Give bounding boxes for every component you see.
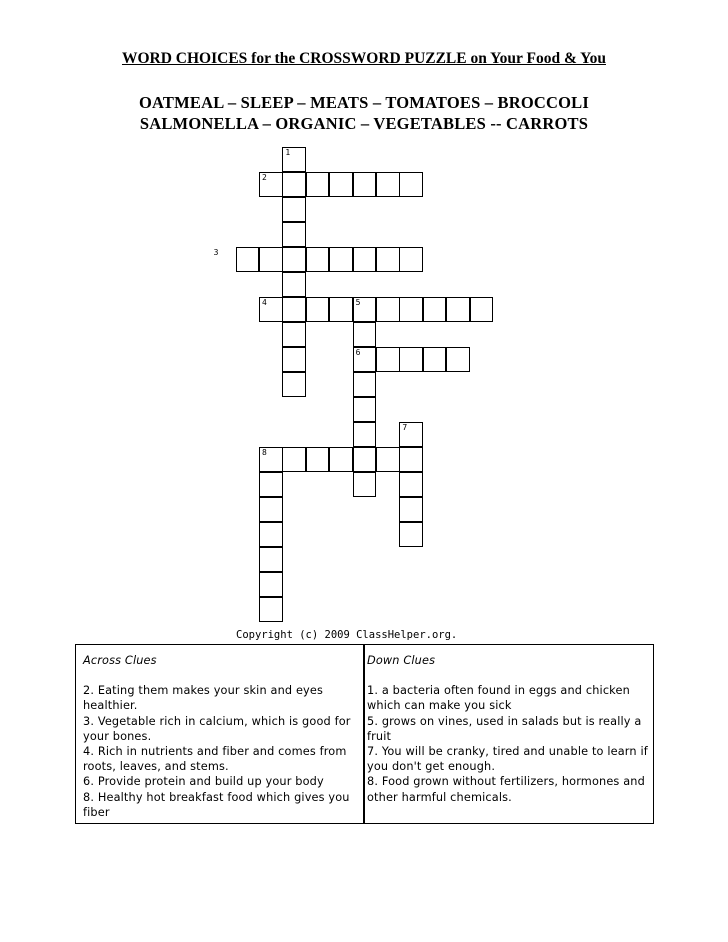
crossword-cell[interactable] (306, 447, 330, 472)
crossword-cell[interactable] (282, 322, 306, 347)
crossword-cell[interactable] (423, 297, 447, 322)
crossword-cell[interactable] (399, 447, 423, 472)
crossword-cell[interactable] (399, 347, 423, 372)
clue-number: 2 (262, 173, 267, 182)
across-clues-column (83, 653, 359, 820)
crossword-cell[interactable] (353, 172, 377, 197)
clue-number: 1 (285, 148, 291, 157)
crossword-cell[interactable] (306, 247, 330, 272)
across-clue: 3. Vegetable rich in calcium, which is good for your bones. (83, 714, 351, 743)
clue-number: 3 (213, 248, 219, 257)
down-clue: 1. a bacteria often found in eggs and chicken which can make you sick (367, 684, 630, 713)
clues-divider (363, 645, 365, 823)
crossword-cell[interactable] (306, 297, 330, 322)
across-clue: 2. Eating them makes your skin and eyes healthier. (83, 684, 324, 713)
crossword-cell[interactable] (259, 522, 283, 547)
crossword-cell[interactable] (282, 172, 306, 197)
across-clue: 6. Provide protein and build up your body (83, 775, 324, 789)
copyright-notice: Copyright (c) 2009 ClassHelper.org. (236, 629, 458, 641)
clue-number: 8 (262, 448, 267, 457)
clue-number: 5 (355, 298, 361, 307)
crossword-cell[interactable] (353, 422, 377, 447)
crossword-cell[interactable] (282, 272, 306, 297)
down-clue: 5. grows on vines, used in salads but is really a fruit (367, 714, 642, 743)
crossword-cell[interactable] (282, 297, 306, 322)
crossword-cell[interactable] (376, 447, 400, 472)
clue-number: 4 (262, 298, 267, 307)
crossword-cell[interactable] (282, 197, 306, 222)
crossword-cell[interactable] (353, 372, 377, 397)
word-choices-line-1: OATMEAL – SLEEP – MEATS – TOMATOES – BROCCOLI (138, 93, 589, 112)
crossword-cell[interactable] (282, 447, 306, 472)
crossword-cell[interactable] (353, 322, 377, 347)
crossword-cell[interactable] (353, 447, 377, 472)
crossword-cell[interactable] (282, 222, 306, 247)
crossword-cell[interactable] (376, 247, 400, 272)
crossword-cell[interactable] (282, 247, 306, 272)
crossword-cell[interactable] (376, 297, 400, 322)
crossword-cell[interactable] (399, 497, 423, 522)
crossword-cell[interactable] (353, 397, 377, 422)
crossword-cell[interactable] (282, 372, 306, 397)
crossword-cell[interactable] (399, 297, 423, 322)
crossword-cell[interactable] (376, 347, 400, 372)
crossword-cell[interactable] (282, 347, 306, 372)
down-clue: 7. You will be cranky, tired and unable to learn if you don't get enough. (367, 745, 648, 774)
crossword-cell[interactable] (259, 572, 283, 597)
across-clue: 4. Rich in nutrients and fiber and comes from roots, leaves, and stems. (83, 745, 347, 774)
crossword-cell[interactable] (353, 247, 377, 272)
crossword-cell[interactable] (259, 597, 283, 622)
crossword-cell[interactable] (329, 297, 353, 322)
across-clue: 8. Healthy hot breakfast food which gives you fiber (83, 790, 350, 819)
crossword-cell[interactable] (259, 472, 283, 497)
crossword-cell[interactable] (259, 247, 283, 272)
crossword-cell[interactable] (306, 172, 330, 197)
crossword-cell[interactable] (376, 172, 400, 197)
crossword-cell[interactable] (470, 297, 494, 322)
crossword-cell[interactable] (446, 347, 470, 372)
crossword-cell[interactable] (259, 497, 283, 522)
crossword-cell[interactable] (329, 172, 353, 197)
clue-number: 6 (355, 348, 361, 357)
crossword-cell[interactable] (446, 297, 470, 322)
crossword-cell[interactable] (353, 472, 377, 497)
crossword-cell[interactable] (399, 172, 423, 197)
clue-number: 7 (402, 423, 408, 432)
crossword-cell[interactable] (329, 247, 353, 272)
page-title: WORD CHOICES for the CROSSWORD PUZZLE on Your Food & You (121, 50, 606, 67)
crossword-cell[interactable] (236, 247, 260, 272)
down-clues-heading: Down Clues (367, 654, 436, 667)
clues-table (75, 644, 654, 824)
crossword-cell[interactable] (399, 522, 423, 547)
crossword-cell[interactable] (399, 472, 423, 497)
crossword-cell[interactable] (329, 447, 353, 472)
crossword-cell[interactable] (399, 247, 423, 272)
down-clues-column (367, 653, 651, 805)
down-clue: 8. Food grown without fertilizers, hormones and other harmful chemicals. (367, 775, 645, 804)
word-choices-line-2: SALMONELLA – ORGANIC – VEGETABLES -- CARROTS (139, 114, 589, 133)
crossword-cell[interactable] (259, 547, 283, 572)
across-clues-heading: Across Clues (83, 654, 157, 667)
crossword-cell[interactable] (423, 347, 447, 372)
